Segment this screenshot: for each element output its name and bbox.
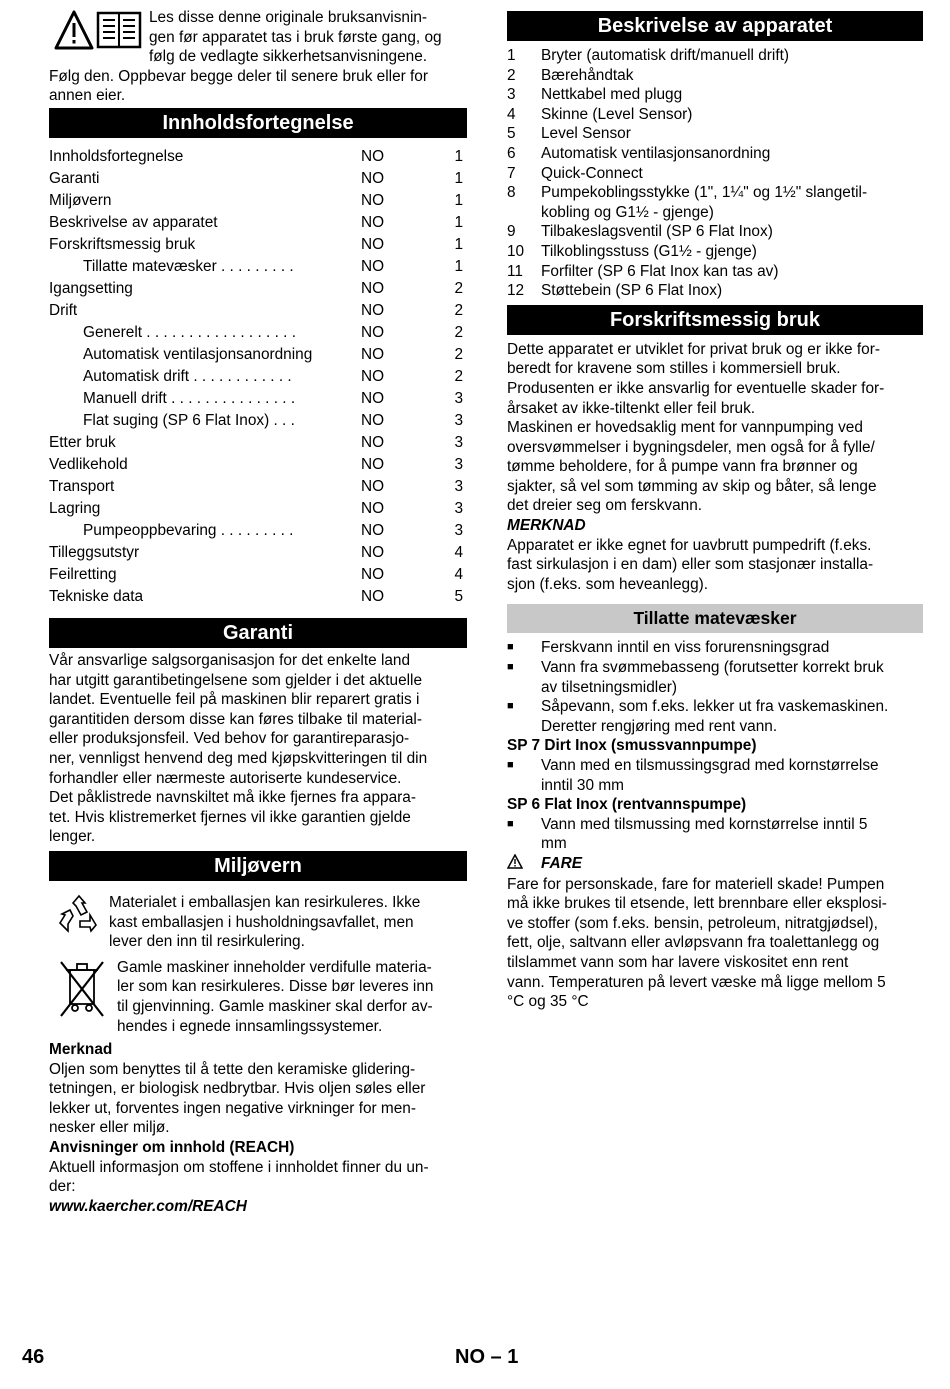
bullet-square-icon: ■ — [507, 759, 514, 771]
item-number: 8 — [507, 184, 516, 202]
manual-book-icon — [98, 13, 140, 47]
toc-title: Automatisk drift . . . . . . . . . . . . — [83, 368, 292, 385]
sp6-label: SP 6 Flat Inox (rentvannspumpe) — [507, 796, 747, 814]
toc-lang: NO — [361, 500, 385, 517]
toc-lang: NO — [361, 258, 385, 275]
toc-title: Generelt . . . . . . . . . . . . . . . . . . — [83, 324, 296, 341]
garanti-text — [49, 651, 467, 847]
fare-line: fett, olje, saltvann eller avløpsvann fra toalettanlegg og — [507, 934, 880, 952]
list-item — [507, 46, 923, 66]
bullet-square-icon — [507, 776, 541, 796]
merknad-line: Oljen som benyttes til å tette den keramiske glidering- — [49, 1060, 416, 1078]
left-column — [49, 0, 467, 1216]
toc-title: Vedlikehold — [49, 456, 128, 473]
bruk-line: det dreier seg om ferskvann. — [507, 497, 703, 515]
merknad-line: tetningen, er biologisk nedbrytbar. Hvis oljen søles eller — [49, 1080, 426, 1098]
item-number: 2 — [507, 66, 516, 84]
item-text: Bryter (automatisk drift/manuell drift) — [541, 47, 790, 64]
bullet-text: inntil 30 mm — [541, 776, 624, 794]
reach-line: Aktuell informasjon om stoffene i innholdet finner du un- — [49, 1158, 429, 1176]
sp7-label: SP 7 Dirt Inox (smussvannpumpe) — [507, 737, 757, 755]
item-text: Skinne (Level Sensor) — [541, 105, 693, 123]
list-item — [507, 242, 923, 262]
toc-page: 1 — [454, 192, 463, 209]
recycle-note — [49, 893, 467, 952]
item-number: 7 — [507, 164, 516, 182]
toc-row[interactable] — [49, 146, 467, 168]
page-number: 46 — [22, 1346, 45, 1368]
toc-row[interactable] — [49, 542, 467, 564]
merknad-line: sjon (f.eks. som heveanlegg). — [507, 575, 709, 593]
toc-title: Beskrivelse av apparatet — [49, 214, 218, 231]
weee-line: til gjenvinning. Gamle maskiner skal derfor av- — [117, 997, 433, 1015]
toc-page: 3 — [454, 390, 463, 407]
toc-lang: NO — [361, 302, 385, 319]
fare-label: FARE — [541, 854, 583, 872]
toc-row[interactable] — [49, 168, 467, 190]
bruk-line: Produsenten er ikke ansvarlig for eventuelle skader for- — [507, 379, 885, 397]
toc-row[interactable] — [49, 388, 467, 410]
toc-page: 1 — [454, 148, 463, 165]
garanti-line: lenger. — [49, 828, 96, 846]
item-number: 9 — [507, 223, 516, 241]
toc-lang: NO — [361, 544, 385, 561]
toc-lang: NO — [361, 522, 385, 539]
bruk-merknad-text — [507, 536, 923, 595]
recycle-line: lever den inn til resirkulering. — [109, 933, 305, 951]
intro-line: Les disse denne originale bruksanvisnin- — [149, 9, 428, 26]
toc-lang: NO — [361, 280, 385, 297]
list-item — [507, 281, 923, 301]
toc-lang: NO — [361, 236, 385, 253]
toc-page: 1 — [454, 258, 463, 275]
fare-label-row — [507, 854, 923, 875]
garanti-line: Vår ansvarlige salgsorganisasjon for det enkelte land — [49, 652, 411, 669]
bullet-item — [507, 638, 923, 658]
fare-line: vann. Temperaturen på levert væske må ligge mellom 5 — [507, 973, 886, 991]
weee-line: hendes i egnede innsamlingssystemer. — [117, 1017, 383, 1035]
bullet-square-icon: ■ — [507, 641, 514, 654]
item-text: Bærehåndtak — [541, 66, 634, 84]
crossed-bin-icon — [49, 958, 117, 1022]
item-number: 10 — [507, 242, 525, 260]
toc-title: Garanti — [49, 170, 100, 187]
recycle-line: kast emballasjen i husholdningsavfallet, men — [109, 913, 414, 931]
item-number — [507, 203, 541, 223]
garanti-line: ner, vennligst henvend deg med kjøpskvitteringen til din — [49, 749, 428, 767]
bullet-square-icon: ■ — [507, 661, 514, 674]
bullet-item — [507, 776, 923, 796]
toc-page: 1 — [454, 214, 463, 231]
toc-title: Igangsetting — [49, 280, 133, 297]
toc-row[interactable] — [49, 476, 467, 498]
toc-title: Tilleggsutstyr — [49, 544, 140, 561]
bruk-text — [507, 340, 923, 516]
bullet-text: Vann med tilsmussing med kornstørrelse inntil 5 — [541, 815, 868, 833]
item-number: 4 — [507, 105, 516, 123]
intro-line: annen eier. — [49, 87, 126, 105]
toc-row[interactable] — [49, 454, 467, 476]
toc-row[interactable] — [49, 300, 467, 322]
merknad-line: nesker eller miljø. — [49, 1119, 170, 1137]
toc-row[interactable] — [49, 322, 467, 344]
fare-line: tilslammet vann som har lavere viskositet enn rent — [507, 953, 849, 971]
warning-triangle-icon — [56, 12, 92, 48]
bullet-item — [507, 658, 923, 678]
toc-title: Forskriftsmessig bruk — [49, 236, 196, 253]
fare-text — [507, 875, 923, 1012]
bruk-line: oversvømmelser i bygningsdeler, men også for å fylle/ — [507, 438, 875, 456]
list-item — [507, 144, 923, 164]
item-text: Forfilter (SP 6 Flat Inox kan tas av) — [541, 262, 779, 280]
bullet-item — [507, 678, 923, 698]
item-text: Støttebein (SP 6 Flat Inox) — [541, 282, 723, 300]
toc-lang: NO — [361, 456, 385, 473]
item-text: Tilkoblingsstuss (G1½ - gjenge) — [541, 242, 757, 260]
toc-lang: NO — [361, 148, 385, 165]
bruk-merknad-label: MERKNAD — [507, 517, 586, 535]
warning-manual-icons — [54, 10, 144, 50]
item-number: 1 — [507, 47, 516, 64]
toc-page: 2 — [454, 280, 463, 297]
miljo-heading: Miljøvern — [49, 851, 467, 881]
fare-line: må ikke brukes til etsende, lett brennbare eller eksplosi- — [507, 895, 887, 913]
item-number: 5 — [507, 125, 516, 143]
toc-title: Transport — [49, 478, 115, 495]
toc-lang: NO — [361, 478, 385, 495]
toc-row[interactable] — [49, 520, 467, 542]
fare-line: Fare for personskade, fare for materiell skade! Pumpen — [507, 875, 885, 893]
list-item — [507, 164, 923, 184]
toc-title: Automatisk ventilasjonsanordning — [83, 346, 313, 363]
item-text: Pumpekoblingsstykke (1", 1¼" og 1½" slangetil- — [541, 184, 868, 202]
bullet-item — [507, 834, 923, 854]
fare-line: °C og 35 °C — [507, 993, 589, 1011]
bruk-heading: Forskriftsmessig bruk — [507, 305, 923, 335]
item-number: 6 — [507, 144, 516, 162]
bullet-text: Såpevann, som f.eks. lekker ut fra vaskemaskinen. — [541, 698, 889, 716]
intro-line: Følg den. Oppbevar begge deler til senere bruk eller for — [49, 67, 428, 85]
bruk-line: beredt for kravene som stilles i kommersiell bruk. — [507, 360, 841, 378]
bullet-text: Deretter rengjøring med rent vann. — [541, 717, 778, 735]
list-item — [507, 222, 923, 242]
toc-title: Innholdsfortegnelse — [49, 148, 184, 165]
garanti-line: eller produksjonsfeil. Ved behov for garantireparasjo- — [49, 730, 410, 748]
toc-row[interactable] — [49, 366, 467, 388]
sp7-list — [507, 756, 923, 795]
reach-line: der: — [49, 1178, 76, 1196]
beskrivelse-heading: Beskrivelse av apparatet — [507, 11, 923, 41]
toc-lang: NO — [361, 434, 385, 451]
garanti-line: garantitiden dersom disse kan føres tilbake til material- — [49, 710, 422, 728]
toc-page: 3 — [454, 478, 463, 495]
bullet-text: Vann fra svømmebasseng (forutsetter korrekt bruk — [541, 659, 884, 677]
toc-row[interactable] — [49, 256, 467, 278]
toc-page: 3 — [454, 522, 463, 539]
item-text: Quick-Connect — [541, 164, 643, 182]
bullet-square-icon: ■ — [507, 817, 514, 830]
toc-lang: NO — [361, 566, 385, 583]
toc-lang: NO — [361, 588, 385, 605]
toc-lang: NO — [361, 192, 385, 209]
recycle-line: Materialet i emballasjen kan resirkuleres. Ikke — [109, 893, 421, 911]
toc-page: 3 — [454, 500, 463, 517]
list-item — [507, 66, 923, 86]
recycle-icon — [49, 893, 109, 939]
merknad-line: Apparatet er ikke egnet for uavbrutt pumpedrift (f.eks. — [507, 536, 872, 554]
bullet-square-icon — [507, 678, 541, 698]
list-item — [507, 124, 923, 144]
toc-page: 3 — [454, 434, 463, 451]
toc-lang: NO — [361, 390, 385, 407]
toc-page: 2 — [454, 324, 463, 341]
parts-list — [507, 46, 923, 301]
intro-notice — [49, 0, 467, 112]
toc-page: 1 — [454, 236, 463, 253]
toc-lang: NO — [361, 170, 385, 187]
bruk-line: Maskinen er hovedsaklig ment for vannpumping ved — [507, 419, 863, 437]
toc-title: Drift — [49, 302, 78, 319]
toc-page: 4 — [454, 544, 463, 561]
item-number: 11 — [507, 262, 523, 280]
garanti-line: tet. Hvis klistremerket fjernes vil ikke garantien gjelde — [49, 808, 411, 826]
toc-page: 5 — [454, 588, 463, 605]
garanti-heading: Garanti — [49, 618, 467, 648]
bullet-item — [507, 697, 923, 717]
toc-lang: NO — [361, 346, 385, 363]
toc-row[interactable] — [49, 410, 467, 432]
right-column — [507, 0, 923, 1012]
item-text: Automatisk ventilasjonsanordning — [541, 144, 771, 162]
intro-line: gen før apparatet tas i bruk første gang, og — [149, 28, 442, 46]
toc-page: 2 — [454, 346, 463, 363]
bullet-text: av tilsetningsmidler) — [541, 678, 677, 696]
toc-heading: Innholdsfortegnelse — [49, 108, 467, 138]
bullet-item — [507, 815, 923, 835]
sp6-list — [507, 815, 923, 854]
toc-row[interactable] — [49, 498, 467, 520]
warning-triangle-icon — [507, 854, 541, 875]
toc-page: 2 — [454, 368, 463, 385]
merknad-line: fast sirkulasjon i en dam) eller som stasjonær installa- — [507, 556, 874, 574]
item-text: Nettkabel med plugg — [541, 86, 683, 104]
toc-row[interactable] — [49, 586, 467, 608]
reach-link[interactable]: www.kaercher.com/REACH — [49, 1197, 247, 1215]
item-text: kobling og G1½ - gjenge) — [541, 203, 714, 221]
intro-line: følg de vedlagte sikkerhetsanvisningene. — [149, 48, 428, 66]
item-number: 12 — [507, 282, 525, 300]
tillatte-list — [507, 638, 923, 736]
toc-row[interactable] — [49, 212, 467, 234]
merknad-line: lekker ut, forventes ingen negative virkninger for men- — [49, 1099, 416, 1117]
bullet-item — [507, 717, 923, 737]
reach-label: Anvisninger om innhold (REACH) — [49, 1139, 295, 1157]
bullet-square-icon — [507, 717, 541, 737]
item-text: Tilbakeslagsventil (SP 6 Flat Inox) — [541, 223, 773, 241]
tillatte-heading: Tillatte matevæsker — [507, 604, 923, 633]
toc-page: 2 — [454, 302, 463, 319]
toc-title: Tillatte matevæsker . . . . . . . . . — [83, 258, 294, 275]
miljo-merknad-label: Merknad — [49, 1041, 113, 1059]
bullet-text: Vann med en tilsmussingsgrad med kornstørrelse — [541, 757, 879, 774]
bruk-line: årsaket av ikke-tiltenkt eller feil bruk. — [507, 399, 756, 417]
garanti-line: har utgitt garantibetingelsene som gjelder i det aktuelle — [49, 671, 423, 689]
toc-lang: NO — [361, 412, 385, 429]
list-item — [507, 105, 923, 125]
weee-line: Gamle maskiner inneholder verdifulle materia- — [117, 958, 432, 976]
toc-row[interactable] — [49, 234, 467, 256]
bullet-square-icon: ■ — [507, 700, 514, 713]
toc-row[interactable] — [49, 564, 467, 586]
garanti-line: Det påklistrede navnskiltet må ikke fjernes fra appara- — [49, 789, 416, 807]
bruk-line: Dette apparatet er utviklet for privat bruk og er ikke for- — [507, 340, 880, 358]
bullet-text: mm — [541, 835, 567, 853]
toc-row[interactable] — [49, 432, 467, 454]
toc-row[interactable] — [49, 278, 467, 300]
toc-page: 3 — [454, 412, 463, 429]
toc-title: Miljøvern — [49, 192, 112, 209]
toc-title: Flat suging (SP 6 Flat Inox) . . . — [83, 412, 295, 429]
toc-title: Feilretting — [49, 566, 117, 583]
toc-row[interactable] — [49, 344, 467, 366]
weee-line: ler som kan resirkuleres. Disse bør leveres inn — [117, 978, 434, 996]
reach-text — [49, 1158, 467, 1197]
section-page: NO – 1 — [455, 1346, 519, 1368]
bullet-item — [507, 756, 923, 776]
item-number: 3 — [507, 86, 516, 104]
list-item — [507, 85, 923, 105]
bruk-line: tømme beholdere, for å pumpe vann fra brønner og — [507, 458, 858, 476]
bullet-text: Ferskvann inntil en viss forurensningsgrad — [541, 639, 830, 657]
toc-title: Pumpeoppbevaring . . . . . . . . . — [83, 522, 294, 539]
toc-lang: NO — [361, 214, 385, 231]
list-item — [507, 203, 923, 223]
bullet-square-icon — [507, 834, 541, 854]
toc-page: 1 — [454, 170, 463, 187]
bruk-line: sjakter, så vel som tømming av skip og båter, så lenge — [507, 477, 877, 495]
miljo-merknad-text — [49, 1060, 467, 1138]
toc-title: Lagring — [49, 500, 101, 517]
fare-line: ve stoffer (som f.eks. bensin, petroleum, nitratgjødsel), — [507, 914, 878, 932]
toc-lang: NO — [361, 324, 385, 341]
toc-row[interactable] — [49, 190, 467, 212]
toc-page: 3 — [454, 456, 463, 473]
item-text: Level Sensor — [541, 125, 631, 143]
weee-note — [49, 958, 467, 1036]
garanti-line: forhandler eller nærmeste autoriserte kundeservice. — [49, 769, 402, 787]
garanti-line: landet. Eventuelle feil på maskinen blir reparert gratis i — [49, 691, 420, 709]
list-item — [507, 262, 923, 282]
list-item — [507, 183, 923, 203]
toc-title: Tekniske data — [49, 588, 144, 605]
toc-lang: NO — [361, 368, 385, 385]
toc-title: Manuell drift . . . . . . . . . . . . . . . — [83, 390, 296, 407]
toc-page: 4 — [454, 566, 463, 583]
toc-title: Etter bruk — [49, 434, 116, 451]
toc-list — [49, 146, 467, 608]
